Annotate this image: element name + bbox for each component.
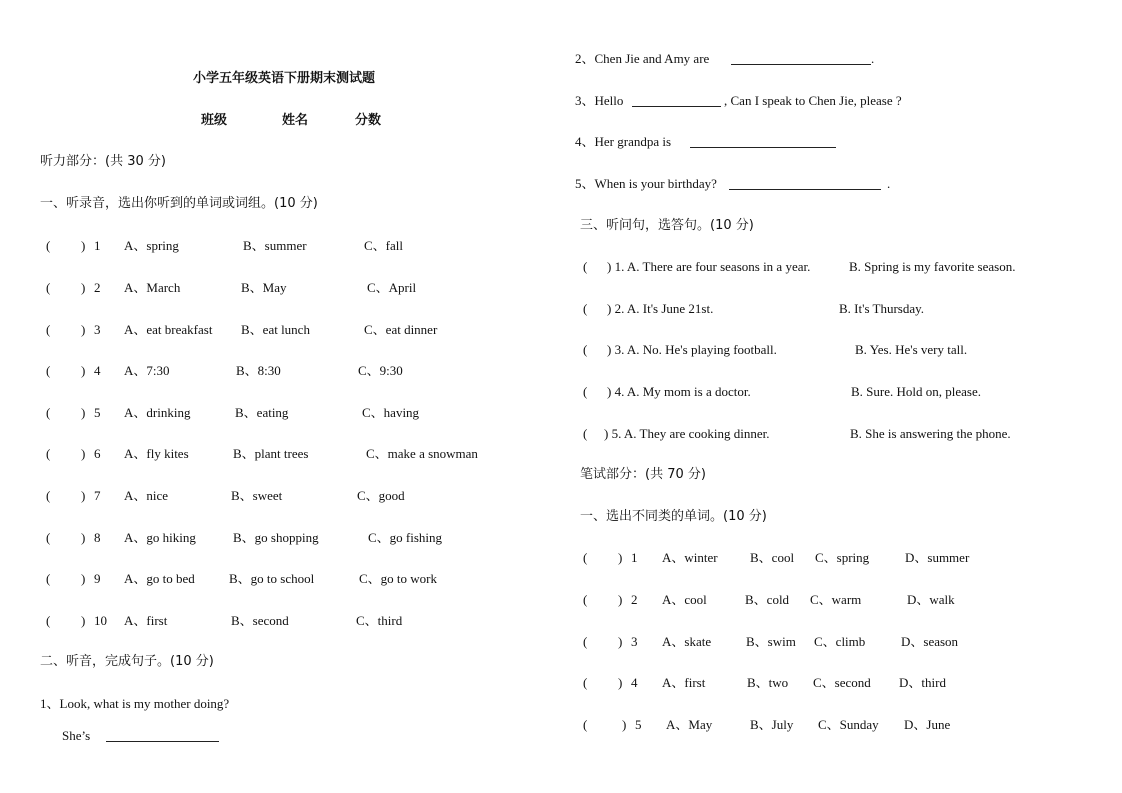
item-number: 5 bbox=[635, 717, 642, 732]
close-paren: ) bbox=[618, 550, 623, 565]
option-b: B、eat lunch bbox=[241, 322, 310, 337]
open-paren: ( bbox=[46, 613, 51, 628]
option-b: B、swim bbox=[746, 634, 796, 649]
option-a: A、winter bbox=[662, 550, 718, 565]
item-number: 4 bbox=[94, 363, 101, 378]
option-a: ) 5. A. They are cooking dinner. bbox=[604, 426, 770, 441]
listening-part1-heading: 一、听录音，选出你听到的单词或词组。(10 分) bbox=[40, 196, 318, 211]
open-paren: ( bbox=[46, 363, 51, 378]
option-a: ) 1. A. There are four seasons in a year. bbox=[607, 259, 811, 274]
option-a: A、skate bbox=[662, 634, 712, 649]
close-paren: ) bbox=[81, 613, 86, 628]
option-c: C、April bbox=[367, 280, 417, 295]
item-number: 6 bbox=[94, 446, 101, 461]
fill-question-5: 5、When is your birthday? bbox=[575, 176, 717, 191]
fill-question-3-end: , Can I speak to Chen Jie, please ? bbox=[724, 93, 902, 108]
fill-question-1: 1、Look, what is my mother doing? bbox=[40, 696, 230, 711]
listening-heading: 听力部分：(共 30 分) bbox=[40, 154, 166, 169]
close-paren: ) bbox=[81, 280, 86, 295]
option-b: B. Spring is my favorite season. bbox=[849, 259, 1016, 274]
option-a: A、go hiking bbox=[124, 530, 196, 545]
written-part1-heading: 一、选出不同类的单词。(10 分) bbox=[580, 509, 767, 524]
open-paren: ( bbox=[583, 426, 588, 441]
close-paren: ) bbox=[618, 675, 623, 690]
close-paren: ) bbox=[81, 238, 86, 253]
option-c: C、go to work bbox=[359, 571, 438, 586]
option-a: A、7:30 bbox=[124, 363, 170, 378]
open-paren: ( bbox=[46, 446, 51, 461]
answer-blank[interactable] bbox=[632, 94, 721, 111]
close-paren: ) bbox=[622, 717, 627, 732]
item-number: 2 bbox=[94, 280, 101, 295]
option-d: D、walk bbox=[907, 592, 955, 607]
answer-blank[interactable] bbox=[731, 52, 871, 69]
option-b: B、plant trees bbox=[233, 446, 309, 461]
option-b: B、8:30 bbox=[236, 363, 281, 378]
class-field-label: 班级 bbox=[201, 113, 228, 128]
item-number: 8 bbox=[94, 530, 101, 545]
option-a: ) 4. A. My mom is a doctor. bbox=[607, 384, 751, 399]
option-a: A、spring bbox=[124, 238, 179, 253]
option-a: ) 3. A. No. He's playing football. bbox=[607, 342, 777, 357]
option-a: A、fly kites bbox=[124, 446, 189, 461]
option-a: A、first bbox=[662, 675, 706, 690]
option-b: B、eating bbox=[235, 405, 289, 420]
option-c: C、having bbox=[362, 405, 420, 420]
fill-question-2: 2、Chen Jie and Amy are bbox=[575, 51, 710, 66]
listening-part2-heading: 二、听音，完成句子。(10 分) bbox=[40, 654, 214, 669]
close-paren: ) bbox=[81, 446, 86, 461]
open-paren: ( bbox=[46, 322, 51, 337]
option-c: C、go fishing bbox=[368, 530, 443, 545]
close-paren: ) bbox=[618, 634, 623, 649]
option-a: A、March bbox=[124, 280, 181, 295]
open-paren: ( bbox=[46, 238, 51, 253]
option-a: A、go to bed bbox=[124, 571, 195, 586]
item-number: 3 bbox=[631, 634, 638, 649]
open-paren: ( bbox=[46, 571, 51, 586]
open-paren: ( bbox=[583, 384, 588, 399]
option-a: ) 2. A. It's June 21st. bbox=[607, 301, 714, 316]
item-number: 7 bbox=[94, 488, 101, 503]
answer-blank[interactable] bbox=[690, 135, 836, 152]
option-d: D、third bbox=[899, 675, 946, 690]
option-c: C、spring bbox=[815, 550, 870, 565]
item-number: 9 bbox=[94, 571, 101, 586]
option-c: C、9:30 bbox=[358, 363, 403, 378]
answer-blank[interactable] bbox=[106, 729, 219, 746]
option-a: A、first bbox=[124, 613, 168, 628]
close-paren: ) bbox=[618, 592, 623, 607]
sentence-period: . bbox=[871, 51, 875, 66]
open-paren: ( bbox=[583, 717, 588, 732]
option-c: C、second bbox=[813, 675, 871, 690]
option-c: C、climb bbox=[814, 634, 866, 649]
answer-blank[interactable] bbox=[729, 177, 881, 194]
open-paren: ( bbox=[583, 301, 588, 316]
option-a: A、drinking bbox=[124, 405, 191, 420]
option-c: C、fall bbox=[364, 238, 403, 253]
option-b: B、second bbox=[231, 613, 289, 628]
item-number: 1 bbox=[94, 238, 101, 253]
open-paren: ( bbox=[583, 592, 588, 607]
option-d: D、June bbox=[904, 717, 951, 732]
option-a: A、May bbox=[666, 717, 713, 732]
option-c: C、third bbox=[356, 613, 403, 628]
option-b: B、go to school bbox=[229, 571, 315, 586]
option-b: B. Yes. He's very tall. bbox=[855, 342, 968, 357]
option-a: A、cool bbox=[662, 592, 707, 607]
option-d: D、summer bbox=[905, 550, 970, 565]
fill-question-1-answer-label: She’s bbox=[62, 728, 91, 743]
open-paren: ( bbox=[583, 342, 588, 357]
close-paren: ) bbox=[81, 322, 86, 337]
fill-question-3-start: 3、Hello bbox=[575, 93, 624, 108]
option-c: C、eat dinner bbox=[364, 322, 438, 337]
option-b: B、sweet bbox=[231, 488, 283, 503]
item-number: 4 bbox=[631, 675, 638, 690]
option-b: B、May bbox=[241, 280, 287, 295]
close-paren: ) bbox=[81, 363, 86, 378]
fill-question-4: 4、Her grandpa is bbox=[575, 134, 672, 149]
option-b: B. Sure. Hold on, please. bbox=[851, 384, 981, 399]
option-c: C、good bbox=[357, 488, 405, 503]
open-paren: ( bbox=[583, 675, 588, 690]
option-b: B、two bbox=[747, 675, 789, 690]
option-a: A、eat breakfast bbox=[124, 322, 213, 337]
open-paren: ( bbox=[46, 488, 51, 503]
open-paren: ( bbox=[46, 280, 51, 295]
open-paren: ( bbox=[583, 634, 588, 649]
item-number: 3 bbox=[94, 322, 101, 337]
open-paren: ( bbox=[46, 530, 51, 545]
option-a: A、nice bbox=[124, 488, 169, 503]
option-b: B. It's Thursday. bbox=[839, 301, 925, 316]
option-c: C、warm bbox=[810, 592, 862, 607]
open-paren: ( bbox=[46, 405, 51, 420]
option-c: C、make a snowman bbox=[366, 446, 478, 461]
option-d: D、season bbox=[901, 634, 959, 649]
option-c: C、Sunday bbox=[818, 717, 879, 732]
close-paren: ) bbox=[81, 571, 86, 586]
item-number: 1 bbox=[631, 550, 638, 565]
option-b: B、summer bbox=[243, 238, 307, 253]
item-number: 5 bbox=[94, 405, 101, 420]
open-paren: ( bbox=[583, 259, 588, 274]
sentence-period: . bbox=[887, 176, 891, 191]
page-title: 小学五年级英语下册期末测试题 bbox=[193, 71, 376, 86]
option-b: B、cold bbox=[745, 592, 790, 607]
item-number: 2 bbox=[631, 592, 638, 607]
open-paren: ( bbox=[583, 550, 588, 565]
item-number: 10 bbox=[94, 613, 107, 628]
close-paren: ) bbox=[81, 530, 86, 545]
close-paren: ) bbox=[81, 405, 86, 420]
option-b: B. She is answering the phone. bbox=[850, 426, 1011, 441]
option-b: B、go shopping bbox=[233, 530, 319, 545]
option-b: B、cool bbox=[750, 550, 795, 565]
written-heading: 笔试部分：(共 70 分) bbox=[580, 467, 706, 482]
score-field-label: 分数 bbox=[355, 113, 382, 128]
option-b: B、July bbox=[750, 717, 794, 732]
listening-part3-heading: 三、听问句，选答句。(10 分) bbox=[580, 218, 754, 233]
name-field-label: 姓名 bbox=[282, 113, 309, 128]
close-paren: ) bbox=[81, 488, 86, 503]
